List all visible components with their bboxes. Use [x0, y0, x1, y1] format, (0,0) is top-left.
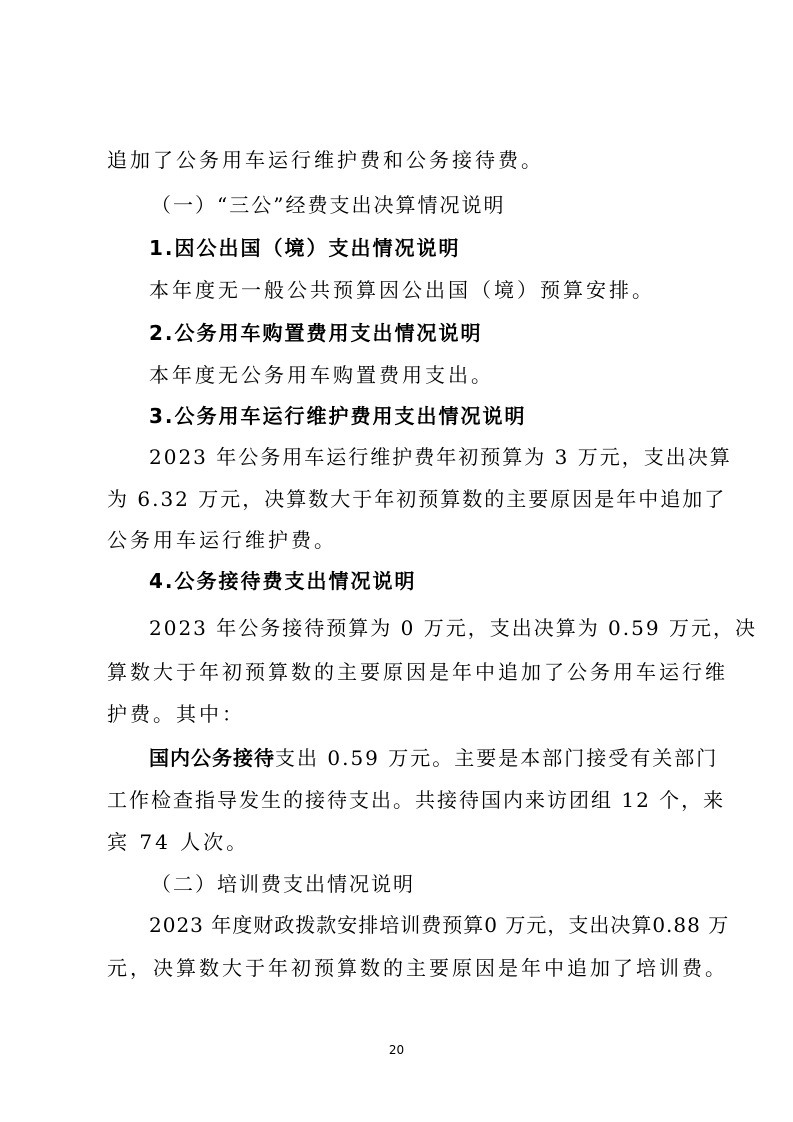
paragraph-line: 工作检查指导发生的接待支出。共接待国内来访团组 12 个，来 — [107, 788, 726, 812]
section-heading: （二）培训费支出情况说明 — [151, 872, 415, 896]
paragraph-line: 宾 74 人次。 — [107, 830, 250, 854]
subsection-heading: 3.公务用车运行维护费用支出情况说明 — [149, 404, 527, 428]
page-number: 20 — [388, 1043, 405, 1057]
paragraph-line: 公务用车运行维护费。 — [107, 528, 337, 552]
paragraph-text: 支出 0.59 万元。主要是本部门接受有关部门 — [275, 746, 719, 770]
subsection-heading: 4.公务接待费支出情况说明 — [149, 569, 417, 593]
paragraph-line: 追加了公务用车运行维护费和公务接待费。 — [107, 148, 544, 172]
paragraph-line: 本年度无公务用车购置费用支出。 — [149, 363, 494, 387]
paragraph-line: 算数大于年初预算数的主要原因是年中追加了公务用车运行维 — [107, 660, 728, 684]
paragraph-line: 2023 年公务接待预算为 0 万元，支出决算为 0.59 万元，决 — [149, 616, 757, 640]
paragraph-line — [149, 745, 718, 771]
paragraph-line: 护费。其中： — [107, 702, 245, 726]
subsection-heading: 2.公务用车购置费用支出情况说明 — [149, 321, 483, 345]
paragraph-line: 元，决算数大于年初预算数的主要原因是年中追加了培训费。 — [107, 956, 728, 980]
bold-term: 国内公务接待 — [149, 746, 275, 770]
paragraph-line: 2023 年公务用车运行维护费年初预算为 3 万元，支出决算 — [149, 445, 732, 469]
paragraph-line: 2023 年度财政拨款安排培训费预算0 万元，支出决算0.88 万 — [149, 913, 730, 937]
paragraph-line: 为 6.32 万元，决算数大于年初预算数的主要原因是年中追加了 — [107, 487, 727, 511]
section-heading: （一）“三公”经费支出决算情况说明 — [151, 193, 506, 217]
subsection-heading: 1.因公出国（境）支出情况说明 — [149, 236, 461, 260]
paragraph-line: 本年度无一般公共预算因公出国（境）预算安排。 — [149, 278, 655, 302]
